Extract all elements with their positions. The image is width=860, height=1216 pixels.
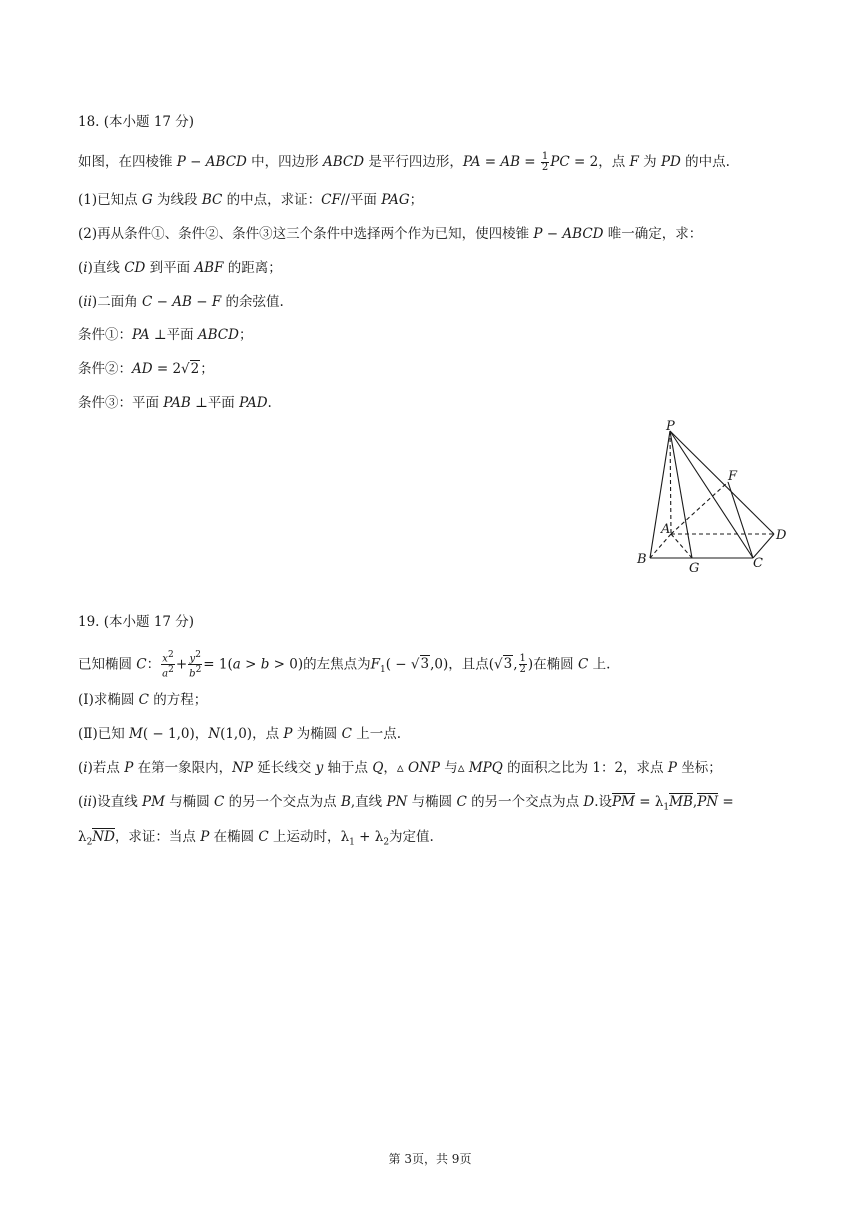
edge-AF (671, 482, 728, 534)
q19-sub-i: (i)若点 P 在第一象限内，NP 延长线交 y 轴于点 Q，▵ ONP 与▵ MPQ 的面积之比为 1：2，求点 P 坐标； (78, 760, 722, 776)
edge-PC (670, 431, 753, 558)
edge-PA (670, 431, 671, 534)
q19-part-II: (Ⅱ)已知 M( − 1,0)，N(1,0)，点 P 为椭圆 C 上一点. (78, 726, 401, 742)
q18-intro: 如图，在四棱锥 P − ABCD 中，四边形 ABCD 是平行四边形，PA = AB = $\frac{1}{2}$ PC = 2，点 F 为 PD 的中点. (78, 151, 730, 173)
q18-sub-i: (i)直线 CD 到平面 ABF 的距离； (78, 260, 282, 276)
q19-intro: 已知椭圆 C： $\frac{x^2}{a^2}$ + $\frac{y^2}{b^2}$ = 1(a > b > 0)的左焦点为$F_1( - √3,0)$，且点(√3, $\frac{1}{2}$ )在椭圆 C 上. (78, 650, 611, 680)
q19-sub-ii-line2: $\lambda_2ND$，求证：当点 P 在椭圆 C 上运动时，$\lambda_1 + \lambda_2$为定值. (78, 829, 434, 848)
page-footer: 第 3页，共 9页 (388, 1152, 472, 1166)
label-G: G (689, 561, 700, 576)
edge-PB (650, 431, 670, 558)
q18-condition-1: 条件①：PA ⊥平面 ABCD； (78, 327, 253, 343)
label-C: C (753, 556, 763, 571)
edge-FC (728, 482, 753, 558)
q18-condition-2: 条件②：AD = 2√2； (78, 361, 214, 377)
q18-sub-ii: (ii)二面角 C − AB − F 的余弦值. (78, 294, 284, 310)
q19-part-I: (Ⅰ)求椭圆 C 的方程； (78, 692, 208, 708)
label-B: B (637, 552, 647, 567)
pyramid-figure (628, 416, 798, 576)
q18-part2: (2)再从条件①、条件②、条件③这三个条件中选择两个作为已知，使四棱锥 P − ABCD 唯一确定，求： (78, 226, 703, 242)
label-D: D (776, 528, 787, 543)
q19-sub-ii-line1: (ii)设直线 PM 与椭圆 C 的另一个交点为点 B,直线 PN 与椭圆 C 的另一个交点为点 D.设PM = $\lambda_1MB,PN$ = (78, 794, 734, 813)
q18-condition-3: 条件③：平面 PAB ⊥平面 PAD. (78, 395, 272, 411)
edge-CD (753, 534, 774, 558)
label-A: A (661, 522, 671, 537)
q19-heading: 19. (本小题 17 分) (78, 614, 195, 630)
q18-heading: 18. (本小题 17 分) (78, 114, 195, 130)
q18-part1: (1)已知点 G 为线段 BC 的中点，求证：CF//平面 PAG； (78, 192, 424, 208)
label-P: P (666, 419, 675, 434)
label-F: F (728, 469, 738, 484)
